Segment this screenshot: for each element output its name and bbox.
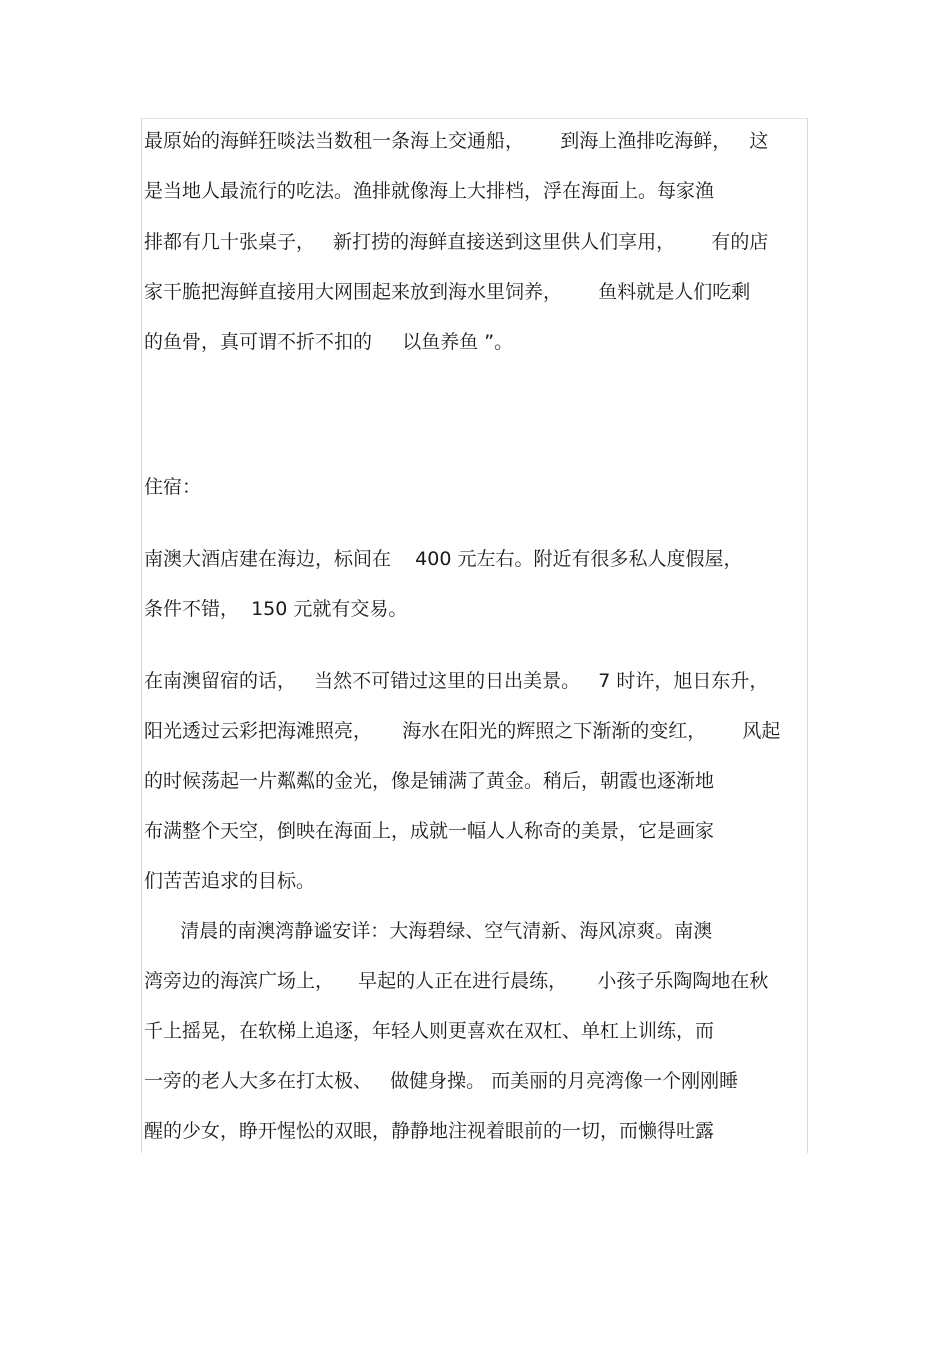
text-line: 醒的少女，睁开惺忪的双眼，静静地注视着眼前的一切，而懒得吐露 (144, 1120, 715, 1142)
section-heading: 住宿： (144, 476, 202, 498)
text-line: 清晨的南澳湾静谧安详：大海碧绿、空气清新、海风凉爽。南澳 (144, 920, 713, 942)
text-line: 的鱼骨，真可谓不折不扣的 以鱼养鱼 ”。 (144, 331, 514, 353)
text-line: 在南澳留宿的话， 当然不可错过这里的日出美景。 7 时许，旭日东升， (144, 670, 769, 692)
text-line: 千上摇晃，在软梯上追逐，年轻人则更喜欢在双杠、单杠上训练，而 (144, 1020, 715, 1042)
text-line: 的时候荡起一片粼粼的金光，像是铺满了黄金。稍后，朝霞也逐渐地 (144, 770, 715, 792)
text-line: 家干脆把海鲜直接用大网围起来放到海水里饲养， 鱼料就是人们吃剩 (144, 281, 751, 303)
text-line: 排都有几十张桌子， 新打捞的海鲜直接送到这里供人们享用， 有的店 (144, 231, 769, 253)
text-line: 们苦苦追求的目标。 (144, 870, 316, 892)
text-line: 湾旁边的海滨广场上， 早起的人正在进行晨练， 小孩子乐陶陶地在秋 (144, 970, 769, 992)
text-line: 最原始的海鲜狂啖法当数租一条海上交通船， 到海上渔排吃海鲜， 这 (144, 130, 769, 152)
text-line: 一旁的老人大多在打太极、 做健身操。 而美丽的月亮湾像一个刚刚睡 (144, 1070, 739, 1092)
text-line: 阳光透过云彩把海滩照亮， 海水在阳光的辉照之下渐渐的变红， 风起 (144, 720, 781, 742)
text-line: 条件不错， 150 元就有交易。 (144, 598, 408, 620)
text-line: 南澳大酒店建在海边，标间在 400 元左右。附近有很多私人度假屋， (144, 548, 743, 570)
text-line: 是当地人最流行的吃法。渔排就像海上大排档，浮在海面上。每家渔 (144, 180, 715, 202)
page-frame (141, 118, 808, 1153)
text-line: 布满整个天空，倒映在海面上，成就一幅人人称奇的美景，它是画家 (144, 820, 715, 842)
